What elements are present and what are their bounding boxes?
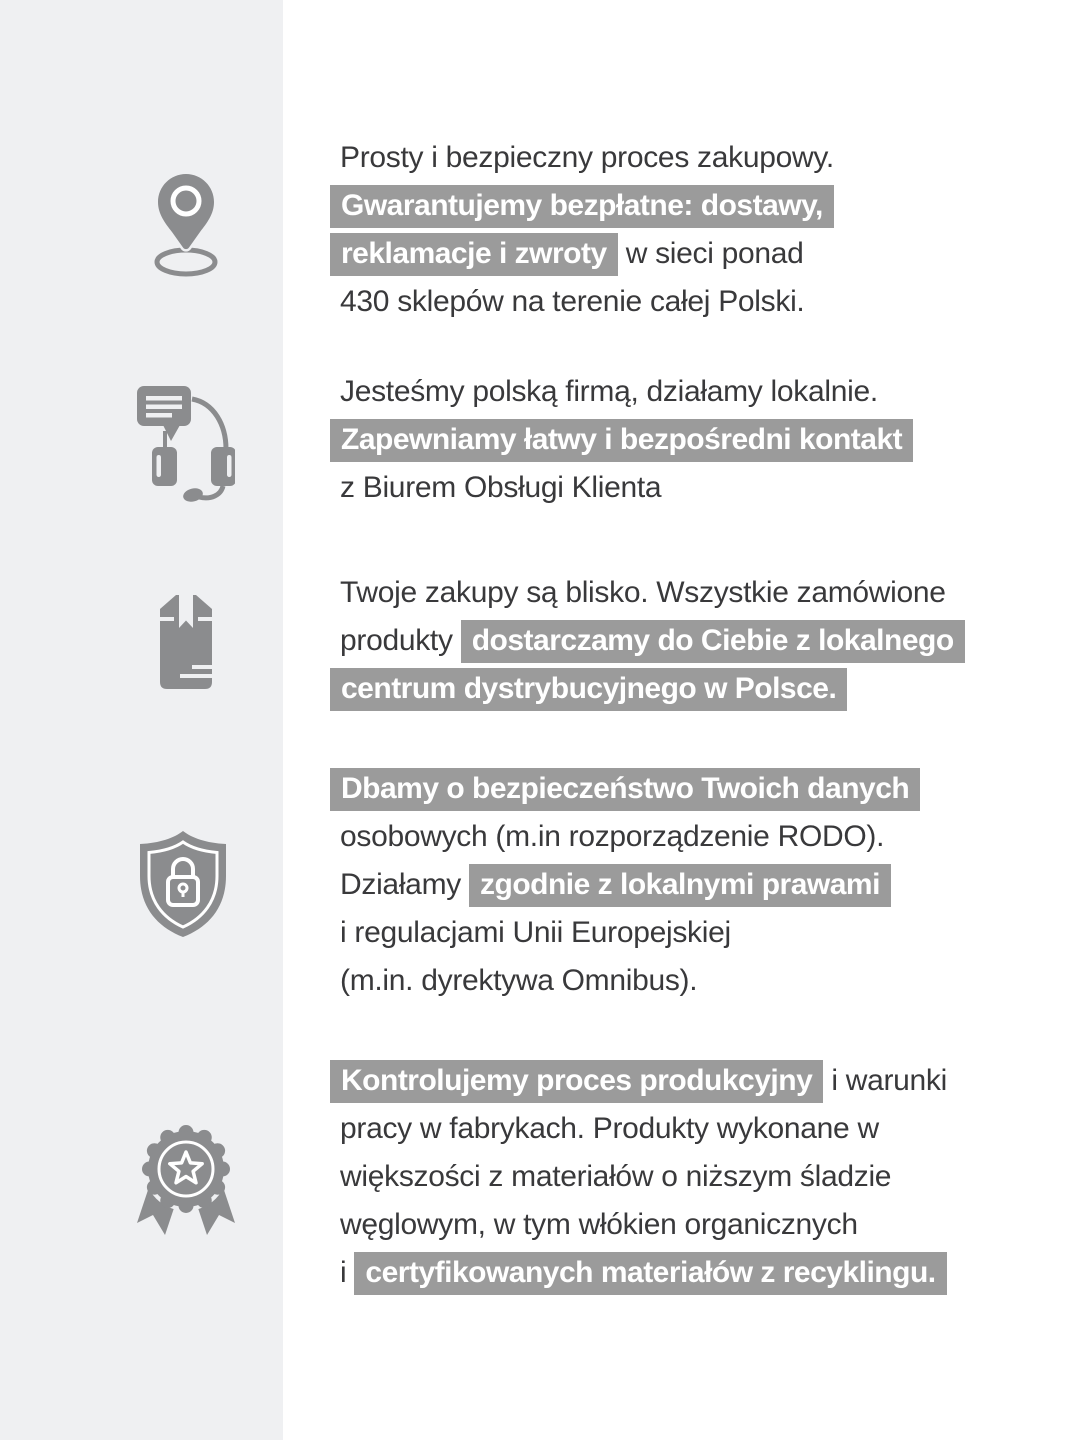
highlighted-text-segment: reklamacje i zwroty: [330, 233, 618, 276]
text-line: [330, 1105, 990, 1153]
shield-lock-icon-slot: [133, 828, 233, 940]
text-line: [330, 368, 990, 416]
package-box-icon-slot: [148, 594, 224, 692]
location-pin-icon: [152, 173, 220, 277]
text-segment: pracy w fabrykach. Produkty wykonane w: [340, 1112, 879, 1145]
highlighted-text-segment: Dbamy o bezpieczeństwo Twoich danych: [330, 768, 920, 811]
highlighted-text-segment: Gwarantujemy bezpłatne: dostawy,: [330, 185, 834, 228]
text-segment: (m.in. dyrektywa Omnibus).: [340, 964, 698, 997]
headset-chat-icon: [135, 383, 235, 503]
highlighted-text-segment: Zapewniamy łatwy i bezpośredni kontakt: [330, 419, 913, 462]
benefit-section: [330, 569, 990, 713]
text-line: [330, 182, 990, 230]
text-segment: Działamy: [340, 868, 469, 901]
text-line: [330, 957, 990, 1005]
shield-lock-icon: [133, 828, 233, 940]
package-box-icon: [148, 594, 224, 692]
text-line: [330, 278, 990, 326]
award-badge-icon: [131, 1117, 241, 1239]
text-segment: produkty: [340, 624, 461, 657]
text-segment: Prosty i bezpieczny proces zakupowy.: [340, 141, 834, 174]
text-segment: Jesteśmy polską firmą, działamy lokalnie.: [340, 375, 878, 408]
text-line: [330, 416, 990, 464]
text-segment: węglowym, w tym włókien organicznych: [340, 1208, 858, 1241]
text-segment: osobowych (m.in rozporządzenie RODO).: [340, 820, 885, 853]
headset-chat-icon-slot: [135, 383, 235, 503]
text-line: [330, 569, 990, 617]
text-segment: większości z materiałów o niższym śladzie: [340, 1160, 892, 1193]
text-line: [330, 861, 990, 909]
text-line: [330, 909, 990, 957]
text-line: [330, 813, 990, 861]
benefit-section: [330, 765, 990, 1005]
benefit-section: [330, 368, 990, 512]
award-badge-icon-slot: [131, 1117, 241, 1239]
benefit-section: [330, 134, 990, 326]
text-line: [330, 1153, 990, 1201]
text-segment: 430 sklepów na terenie całej Polski.: [340, 285, 805, 318]
text-line: [330, 464, 990, 512]
highlighted-text-segment: certyfikowanych materiałów z recyklingu.: [354, 1252, 946, 1295]
highlighted-text-segment: centrum dystrybucyjnego w Polsce.: [330, 668, 847, 711]
text-line: [330, 134, 990, 182]
text-line: [330, 230, 990, 278]
highlighted-text-segment: dostarczamy do Ciebie z lokalnego: [461, 620, 965, 663]
text-line: [330, 1249, 990, 1297]
benefit-section: [330, 1057, 990, 1297]
text-segment: i warunki: [823, 1064, 947, 1097]
highlighted-text-segment: Kontrolujemy proces produkcyjny: [330, 1060, 823, 1103]
text-segment: i regulacjami Unii Europejskiej: [340, 916, 731, 949]
text-line: [330, 765, 990, 813]
text-segment: w sieci ponad: [617, 237, 804, 270]
text-segment: i: [340, 1256, 355, 1289]
text-line: [330, 665, 990, 713]
highlighted-text-segment: zgodnie z lokalnymi prawami: [469, 864, 891, 907]
text-segment: z Biurem Obsługi Klienta: [340, 471, 662, 504]
text-line: [330, 1201, 990, 1249]
text-segment: Twoje zakupy są blisko. Wszystkie zamówione: [340, 576, 946, 609]
location-pin-icon-slot: [152, 173, 220, 277]
text-line: [330, 1057, 990, 1105]
text-line: [330, 617, 990, 665]
